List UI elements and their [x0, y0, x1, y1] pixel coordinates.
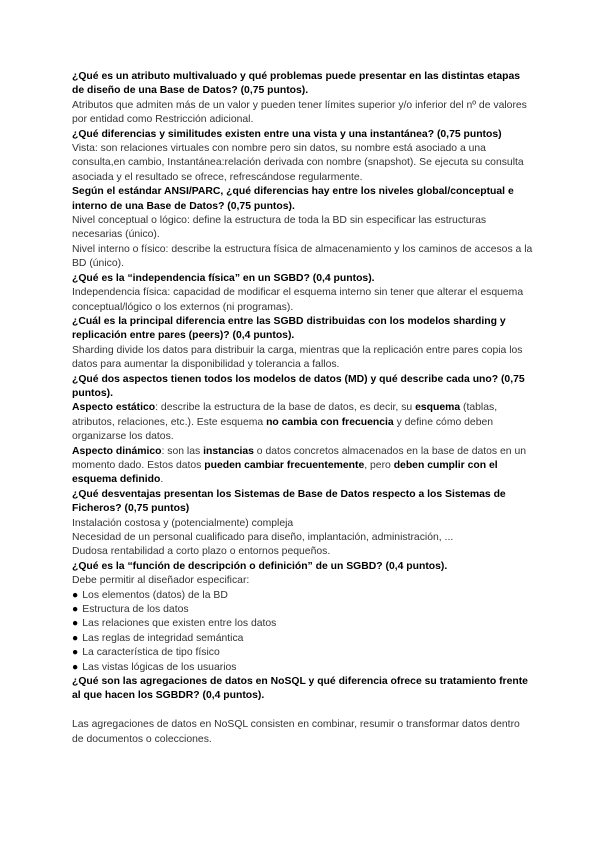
answer-7-line: Necesidad de un personal cualificado para diseño, implantación, administración, ...: [72, 532, 454, 543]
list-item: [72, 617, 534, 631]
static-bold-1: esquema: [415, 402, 461, 414]
question-7: ¿Qué desventajas presentan los Sistemas de Base de Datos respecto a los Sistemas de Ficheros? (0,75 puntos): [72, 488, 506, 515]
answer-3-internal: Nivel interno o físico: describe la estructura física de almacenamiento y los caminos de accesos a la BD (único).: [72, 243, 533, 270]
list-item-text: Las reglas de integridad semántica: [82, 632, 244, 644]
dynamic-text-2: o datos concretos almacenados en la base de datos en un momento dado. Estos datos: [72, 445, 526, 471]
paragraph-spacer: [72, 704, 534, 718]
question-8: ¿Qué es la “función de descripción o definición” de un SGBD? (0,4 puntos).: [72, 560, 448, 572]
question-2: ¿Qué diferencias y similitudes existen entre una vista y una instantánea? (0,75 puntos): [72, 128, 502, 140]
static-aspect-label: Aspecto estático: [72, 402, 156, 414]
list-item: [72, 589, 534, 603]
dynamic-bold-1: instancias: [203, 445, 254, 457]
question-5: ¿Cuál es la principal diferencia entre las SGBD distribuidas con los modelos sharding y replicación entre pares (peers)? (0,4 puntos).: [72, 315, 506, 342]
list-item: [72, 661, 534, 675]
dynamic-bold-3: deben cumplir con el esquema definido: [72, 459, 498, 486]
list-item-text: Las relaciones que existen entre los datos: [82, 618, 277, 630]
question-3: Según el estándar ANSI/PARC, ¿qué diferencias hay entre los niveles global/conceptual e interno de una Base de Datos? (0,75 puntos).: [72, 186, 514, 212]
answer-6-static: [72, 401, 534, 444]
dynamic-bold-2: pueden cambiar frecuentemente: [204, 459, 365, 471]
dynamic-aspect-label: Aspecto dinámico: [72, 445, 162, 457]
list-item-text: Estructura de los datos: [82, 604, 189, 616]
answer-1: Atributos que admiten más de un valor y pueden tener límites superior y/o inferior del nº de valores por entidad como Restricción adicional.: [72, 99, 527, 126]
bullet-icon: ●: [72, 589, 79, 601]
static-text-3: y define cómo deben organizarse los datos.: [72, 416, 494, 443]
bullet-icon: ●: [72, 632, 79, 644]
answer-9: Las agregaciones de datos en NoSQL consisten en combinar, resumir o transformar datos dentro de documentos o colecciones.: [72, 719, 520, 745]
dynamic-text-4: .: [160, 474, 164, 486]
question-1: ¿Qué es un atributo multivaluado y qué problemas puede presentar en las distintas etapas de diseño de una Base de Datos? (0,75 puntos).: [72, 71, 521, 97]
bullet-list: [72, 589, 534, 675]
bullet-icon: ●: [72, 618, 79, 630]
list-item-text: Los elementos (datos) de la BD: [82, 589, 228, 601]
dynamic-text-3: , pero: [364, 459, 394, 471]
dynamic-text-1: : son las: [161, 445, 204, 457]
answer-3-conceptual: Nivel conceptual o lógico: define la estructura de toda la BD sin especificar las estructuras necesarias (único).: [72, 215, 487, 241]
answer-8-intro: Debe permitir al diseñador especificar:: [72, 575, 250, 587]
document-page: [72, 70, 534, 747]
static-text-2: (tablas, atributos, relaciones, etc.). Este esquema: [72, 402, 498, 428]
list-item: [72, 646, 534, 660]
answer-5: Sharding divide los datos para distribuir la carga, mientras que la replicación entre pares copia los datos para aumentar la disponibilidad y tolerancia a fallos.: [72, 344, 523, 371]
answer-7-line: Dudosa rentabilidad a corto plazo o entornos pequeños.: [72, 546, 331, 558]
answer-6-dynamic: [72, 445, 534, 488]
answer-2: Vista: son relaciones virtuales con nombre pero sin datos, su nombre está asociado a una consulta,en cambio, Instantánea:relación derivada con nombre (snapshot). Se ejecuta su consulta asociada y el resultado se ofrece, refrescándose regularmente.: [72, 143, 524, 183]
bullet-icon: ●: [72, 604, 79, 616]
list-item-text: Las vistas lógicas de los usuarios: [82, 661, 237, 673]
answer-7-line: Instalación costosa y (potencialmente) compleja: [72, 517, 294, 529]
static-bold-2: no cambia con frecuencia: [266, 416, 394, 428]
static-text-1: : describe la estructura de la base de datos, es decir, su: [155, 402, 416, 414]
answer-4: Independencia física: capacidad de modificar el esquema interno sin tener que alterar el esquema conceptual/lógico o los externos (ni programas).: [72, 287, 524, 313]
question-6: ¿Qué dos aspectos tienen todos los modelos de datos (MD) y qué describe cada uno? (0,75 puntos).: [72, 373, 525, 399]
list-item: [72, 603, 534, 617]
bullet-icon: ●: [72, 661, 79, 673]
bullet-icon: ●: [72, 647, 79, 659]
question-9: ¿Qué son las agregaciones de datos en NoSQL y qué diferencia ofrece su tratamiento frente al que hacen los SGBDR? (0,4 puntos).: [72, 676, 528, 702]
list-item-text: La característica de tipo físico: [82, 647, 220, 659]
question-4: ¿Qué es la “independencia física” en un SGBD? (0,4 puntos).: [72, 272, 375, 284]
list-item: [72, 632, 534, 646]
